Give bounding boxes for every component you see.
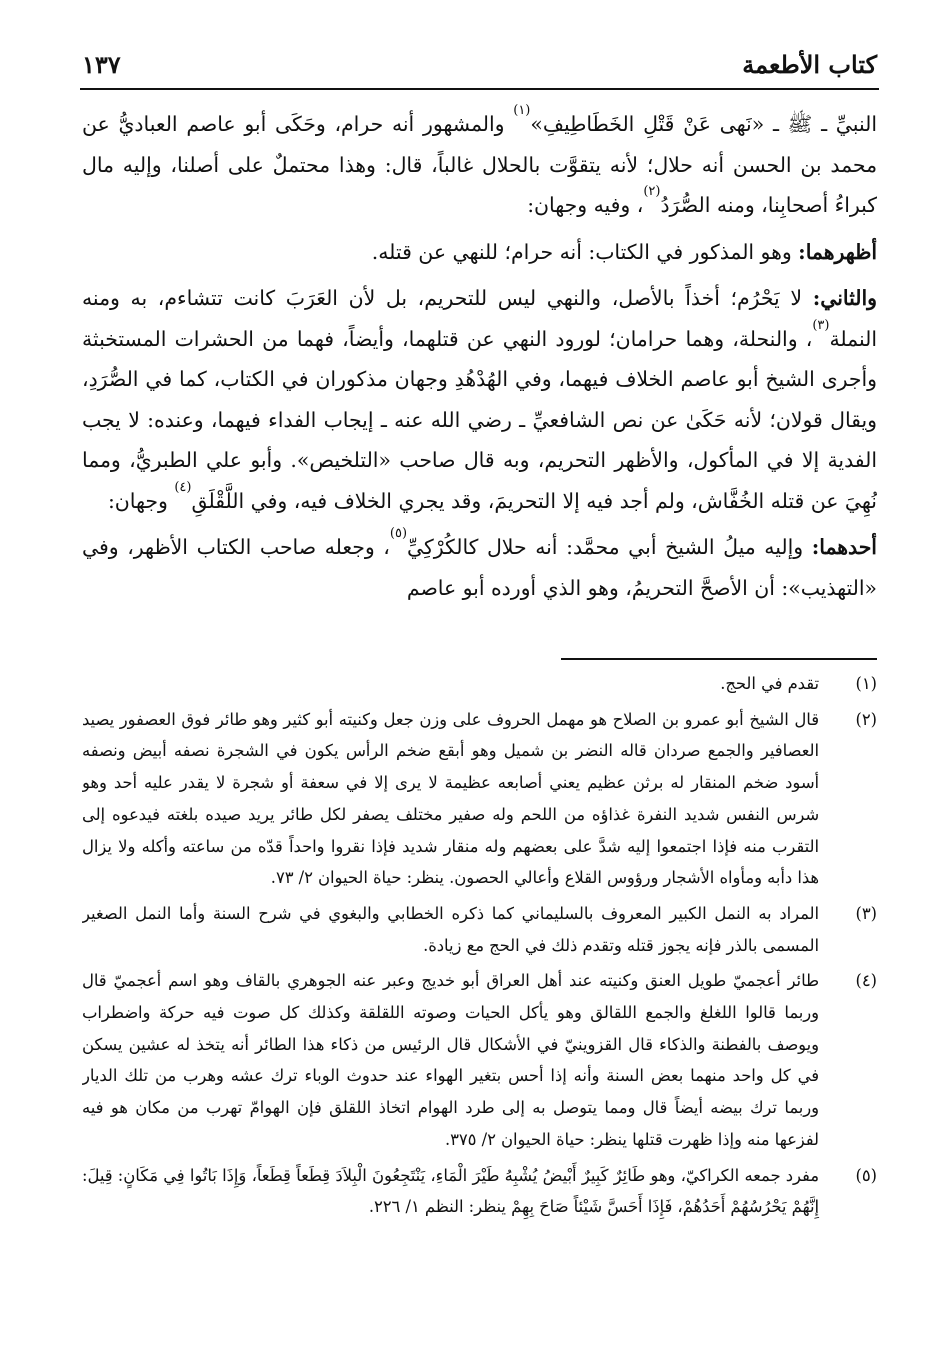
paragraph-1	[82, 104, 877, 226]
page-header	[82, 44, 877, 84]
footnote-text: تقدم في الحج.	[720, 674, 819, 693]
footnote-text: طائر أعجميّ طويل العنق وكنيته عند أهل العراق أبو خديج وعبر عنه الجوهري بالقاف وهو اسم أعجميّ قال وربما قالوا اللغلغ والجمع اللقالق وهو يأكل الحيات وصوته اللقلقة وكذلك كل صوت فيه حركة واضطراب ويوصف بالفطنة والذكاء قال القزوينيّ في الأشكال قال الرئيس من ذكاء هذا الطائر أنه يتخذ له عشين يسكن في كل واحد منهما بعض السنة وأنه إذا أحس بتغير الهواء عند حدوث الوباء ترك عشه وهرب من تلك الديار وربما ترك بيضه أيضاً قال ومما يتوصل به إلى طرد الهوام اتخاذ اللقلق فإن الهوامّ تهرب من مكان هو فيه لفزعها منه وإذا ظهرت قتلها ينظر: حياة الحيوان ٢/ ٣٧٥.	[82, 971, 819, 1149]
header-rule	[80, 88, 879, 90]
footnote-3	[82, 898, 877, 961]
paragraph-3	[82, 278, 877, 521]
paragraph-1-text-b: والمشهور أنه حرام، وحَكَى أبو عاصم العباديُّ عن محمد بن الحسن أنه حلال؛ لأنه يتقوَّت بالحلال غالباً، قال: وهذا محتملٌ على أصلنا، وإليه مال كبراءُ أصحابِنا، ومنه الصُّرَدُ	[82, 112, 877, 217]
footnote-ref-3[interactable]: (٣)	[812, 317, 830, 333]
paragraph-4-text-a: وإليه ميلُ الشيخ أبي محمَّد: أنه حلال كالكُرْكِيِّ	[407, 535, 812, 559]
chapter-title: كتاب الأطعمة	[742, 49, 877, 79]
footnote-number: (١)	[855, 674, 877, 693]
footnote-4	[82, 965, 877, 1155]
paragraph-1-text-a: النبيِّ ـ ﷺ ـ «نَهى عَنْ قَتْلِ الخَطَاطِيفِ»	[530, 112, 877, 136]
footnotes-section	[82, 668, 877, 1308]
paragraph-3-text-a: لا يَحْرُم؛ أخذاً بالأصل، والنهي ليس للتحريم، بل لأن العَرَبَ كانت تتشاءم، به ومنه النملة	[82, 286, 877, 351]
paragraph-4	[82, 527, 877, 608]
paragraph-2	[82, 232, 877, 273]
paragraph-3-text-c: وجهان:	[107, 488, 175, 513]
footnote-5	[82, 1160, 877, 1223]
footnote-number: (٣)	[855, 903, 877, 923]
paragraph-4-text-b: ، وجعله صاحب الكتاب الأظهر، وفي «التهذيب»: أن الأصحَّ التحريمُ، وهو الذي أورده أبو عاصم	[82, 535, 877, 600]
footnote-ref-1[interactable]: (١)	[513, 104, 531, 118]
page-number: ١٣٧	[82, 49, 121, 79]
footnote-number: (٥)	[855, 1165, 877, 1185]
paragraph-4-lead: أحدهما:	[811, 535, 877, 559]
footnote-text: المراد به النمل الكبير المعروف بالسليماني كما ذكره الخطابي والبغوي في شرح السنة وأما النمل الصغير المسمى بالذر فإنه يجوز قتله وتقدم ذلك في الحج مع زيادة.	[82, 903, 819, 955]
main-text	[82, 104, 877, 626]
paragraph-3-text-b: ، والنحلة، وهما حرامان؛ لورود النهي عن قتلهما، وأيضاً، فهما من الحشرات المستخبثة وأجرى الشيخ أبو عاصم الخلاف فيهما، وفي الهُدْهُدِ وجهان مذكوران في الكتاب، كما في الصُّرَدِ، ويقال قولان؛ لأنه حَكَىٰ عن نص الشافعيِّ ـ رضي الله عنه ـ إيجاب الفداء فيهما، وعنده: لا يجب الفدية إلا في المأكول، والأظهر التحريم، وبه قال صاحب «التلخيص». وأبو علي الطبريُّ، ومما نُهِيَ عن قتله الخُفَّاش، ولم أجد فيه إلا التحريمَ، وقد يجري الخلاف فيه، وفي اللَّقْلَقِ	[82, 326, 877, 513]
paragraph-3-lead: والثاني:	[812, 286, 877, 310]
footnote-text: مفرد جمعه الكراكيّ، وهو طَائِرٌ كَبِيرٌ أَبْيضُ يُشْبِهُ طَيْرَ الْمَاءِ، يَنْتَجِعُونَ الْبِلاَدَ قِطَعاً قِطَعاً، وَإِذَا بَاتُوا فِي مَكَانٍ: قِيلَ: إِنَّهُمْ يَحْرُسُهُمْ أَحَدُهُمْ، فَإِذَا أَحَسَّ شَيْئاً صَاحَ بِهِمْ ينظر: النظم ١/ ٢٢٦.	[82, 1165, 819, 1217]
footnote-1	[82, 668, 877, 700]
footnote-separator	[561, 658, 877, 660]
footnote-ref-4[interactable]: (٤)	[174, 479, 192, 495]
footnote-ref-2[interactable]: (٢)	[643, 184, 661, 199]
footnote-text: قال الشيخ أبو عمرو بن الصلاح هو مهمل الحروف على وزن جعل وكنيته أبو كثير وهو طائر فوق العصفور يصيد العصافير والجمع صردان قاله النضر بن شميل وهو أبقع ضخم الرأس يكون في الشجرة نصفه أبيض ونصفه أسود ضخم المنقار له برثن عظيم يعني أصابعه عظيمة لا يرى إلا في سعفة أو شجرة لا يقدر عليه أحد وهو شرس النفس شديد النفرة غذاؤه من اللحم وله صفير مختلف يصفر لكل طائر يريد صيده بلغته فيدعوه إلى التقرب منه فإذا اجتمعوا إليه شدَّ على بعضهم وله منقار شديد فإذا نقروا واحداً قدّه من ساعته وأكله ولا يزال هذا دأبه ومأواه الأشجار ورؤوس القلاع وأعالي الحصون. ينظر: حياة الحيوان ٢/ ٧٣.	[82, 709, 819, 888]
paragraph-2-text: وهو المذكور في الكتاب: أنه حرام؛ للنهي عن قتله.	[371, 239, 799, 264]
paragraph-1-text-c: ، وفيه وجهان:	[527, 193, 644, 217]
footnote-2	[82, 704, 877, 894]
paragraph-2-lead: أظهرهما:	[798, 239, 877, 264]
footnote-number: (٤)	[855, 971, 877, 991]
footnote-ref-5[interactable]: (٥)	[389, 526, 408, 541]
footnote-number: (٢)	[855, 709, 877, 729]
